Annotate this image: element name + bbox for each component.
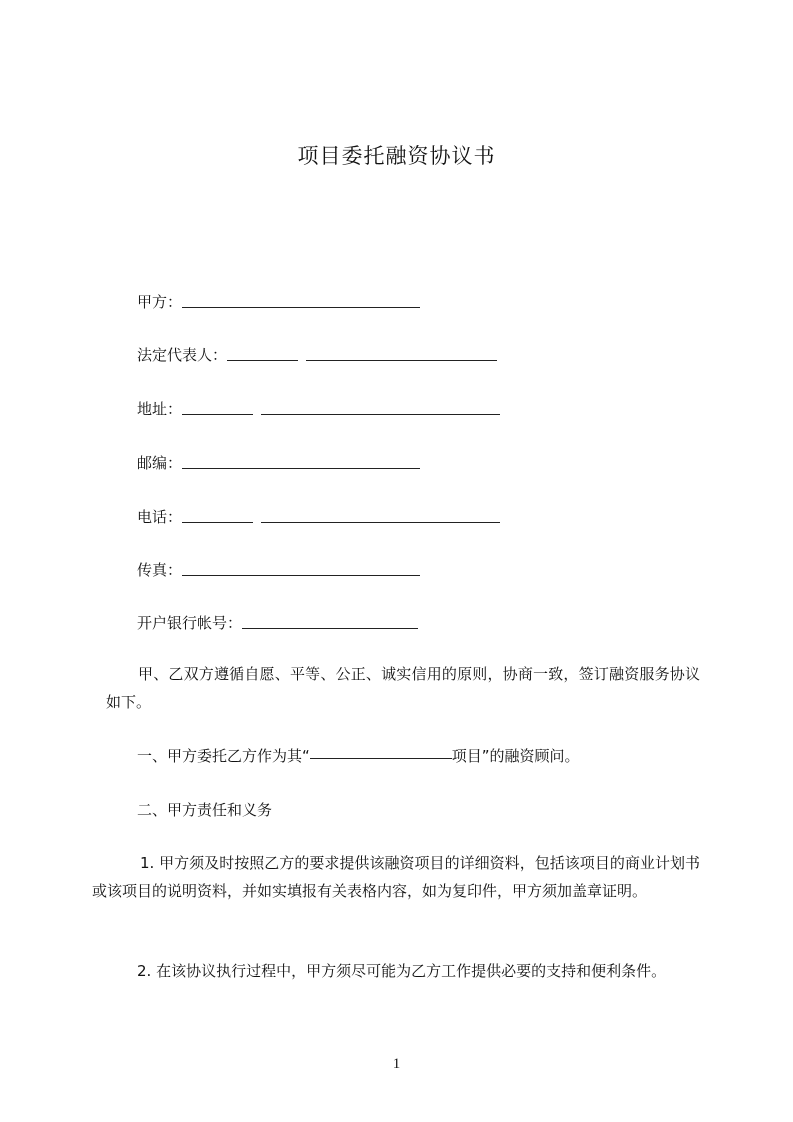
intro-paragraph: 甲、乙双方遵循自愿、平等、公正、诚实信用的原则，协商一致，签订融资服务协议如下。 xyxy=(106,665,700,711)
clause-1-prefix: 一、甲方委托乙方作为其“ xyxy=(137,747,310,765)
fax-label: 传真： xyxy=(137,561,183,579)
bank-account-label: 开户银行帐号： xyxy=(137,614,243,632)
fax-field xyxy=(137,559,420,581)
legal-representative-field xyxy=(137,344,497,366)
project-name-blank xyxy=(310,742,452,759)
party-a-label: 甲方： xyxy=(137,293,183,311)
address-field xyxy=(137,398,500,420)
clause-1-suffix: 项目”的融资顾问。 xyxy=(451,747,580,765)
postcode-blank xyxy=(182,452,420,469)
legal-representative-blank-short xyxy=(227,344,298,361)
fax-blank xyxy=(182,559,420,576)
address-blank-short xyxy=(182,398,253,415)
page-number: 1 xyxy=(392,1056,401,1072)
party-a-field xyxy=(137,291,420,313)
clause-2-item-2: 2. 在该协议执行过程中，甲方须尽可能为乙方工作提供必要的支持和便利条件。 xyxy=(137,962,667,980)
phone-blank-long xyxy=(261,506,500,523)
legal-representative-label: 法定代表人： xyxy=(137,346,228,364)
bank-account-field xyxy=(137,612,418,634)
bank-account-blank xyxy=(242,612,418,629)
clause-1 xyxy=(137,742,697,770)
phone-field xyxy=(137,506,500,528)
clause-2-heading: 二、甲方责任和义务 xyxy=(137,801,273,819)
document-title: 项目委托融资协议书 xyxy=(297,144,496,168)
postcode-field xyxy=(137,452,420,474)
phone-blank-short xyxy=(182,506,253,523)
phone-label: 电话： xyxy=(137,508,183,526)
legal-representative-blank-long xyxy=(306,344,497,361)
address-blank-long xyxy=(261,398,500,415)
party-a-blank xyxy=(182,291,420,308)
clause-2-item-1: 1. 甲方须及时按照乙方的要求提供该融资项目的详细资料，包括该项目的商业计划书或该项目的说明资料，并如实填报有关表格内容，如为复印件，甲方须加盖章证明。 xyxy=(92,854,700,900)
address-label: 地址： xyxy=(137,400,183,418)
postcode-label: 邮编： xyxy=(137,454,183,472)
